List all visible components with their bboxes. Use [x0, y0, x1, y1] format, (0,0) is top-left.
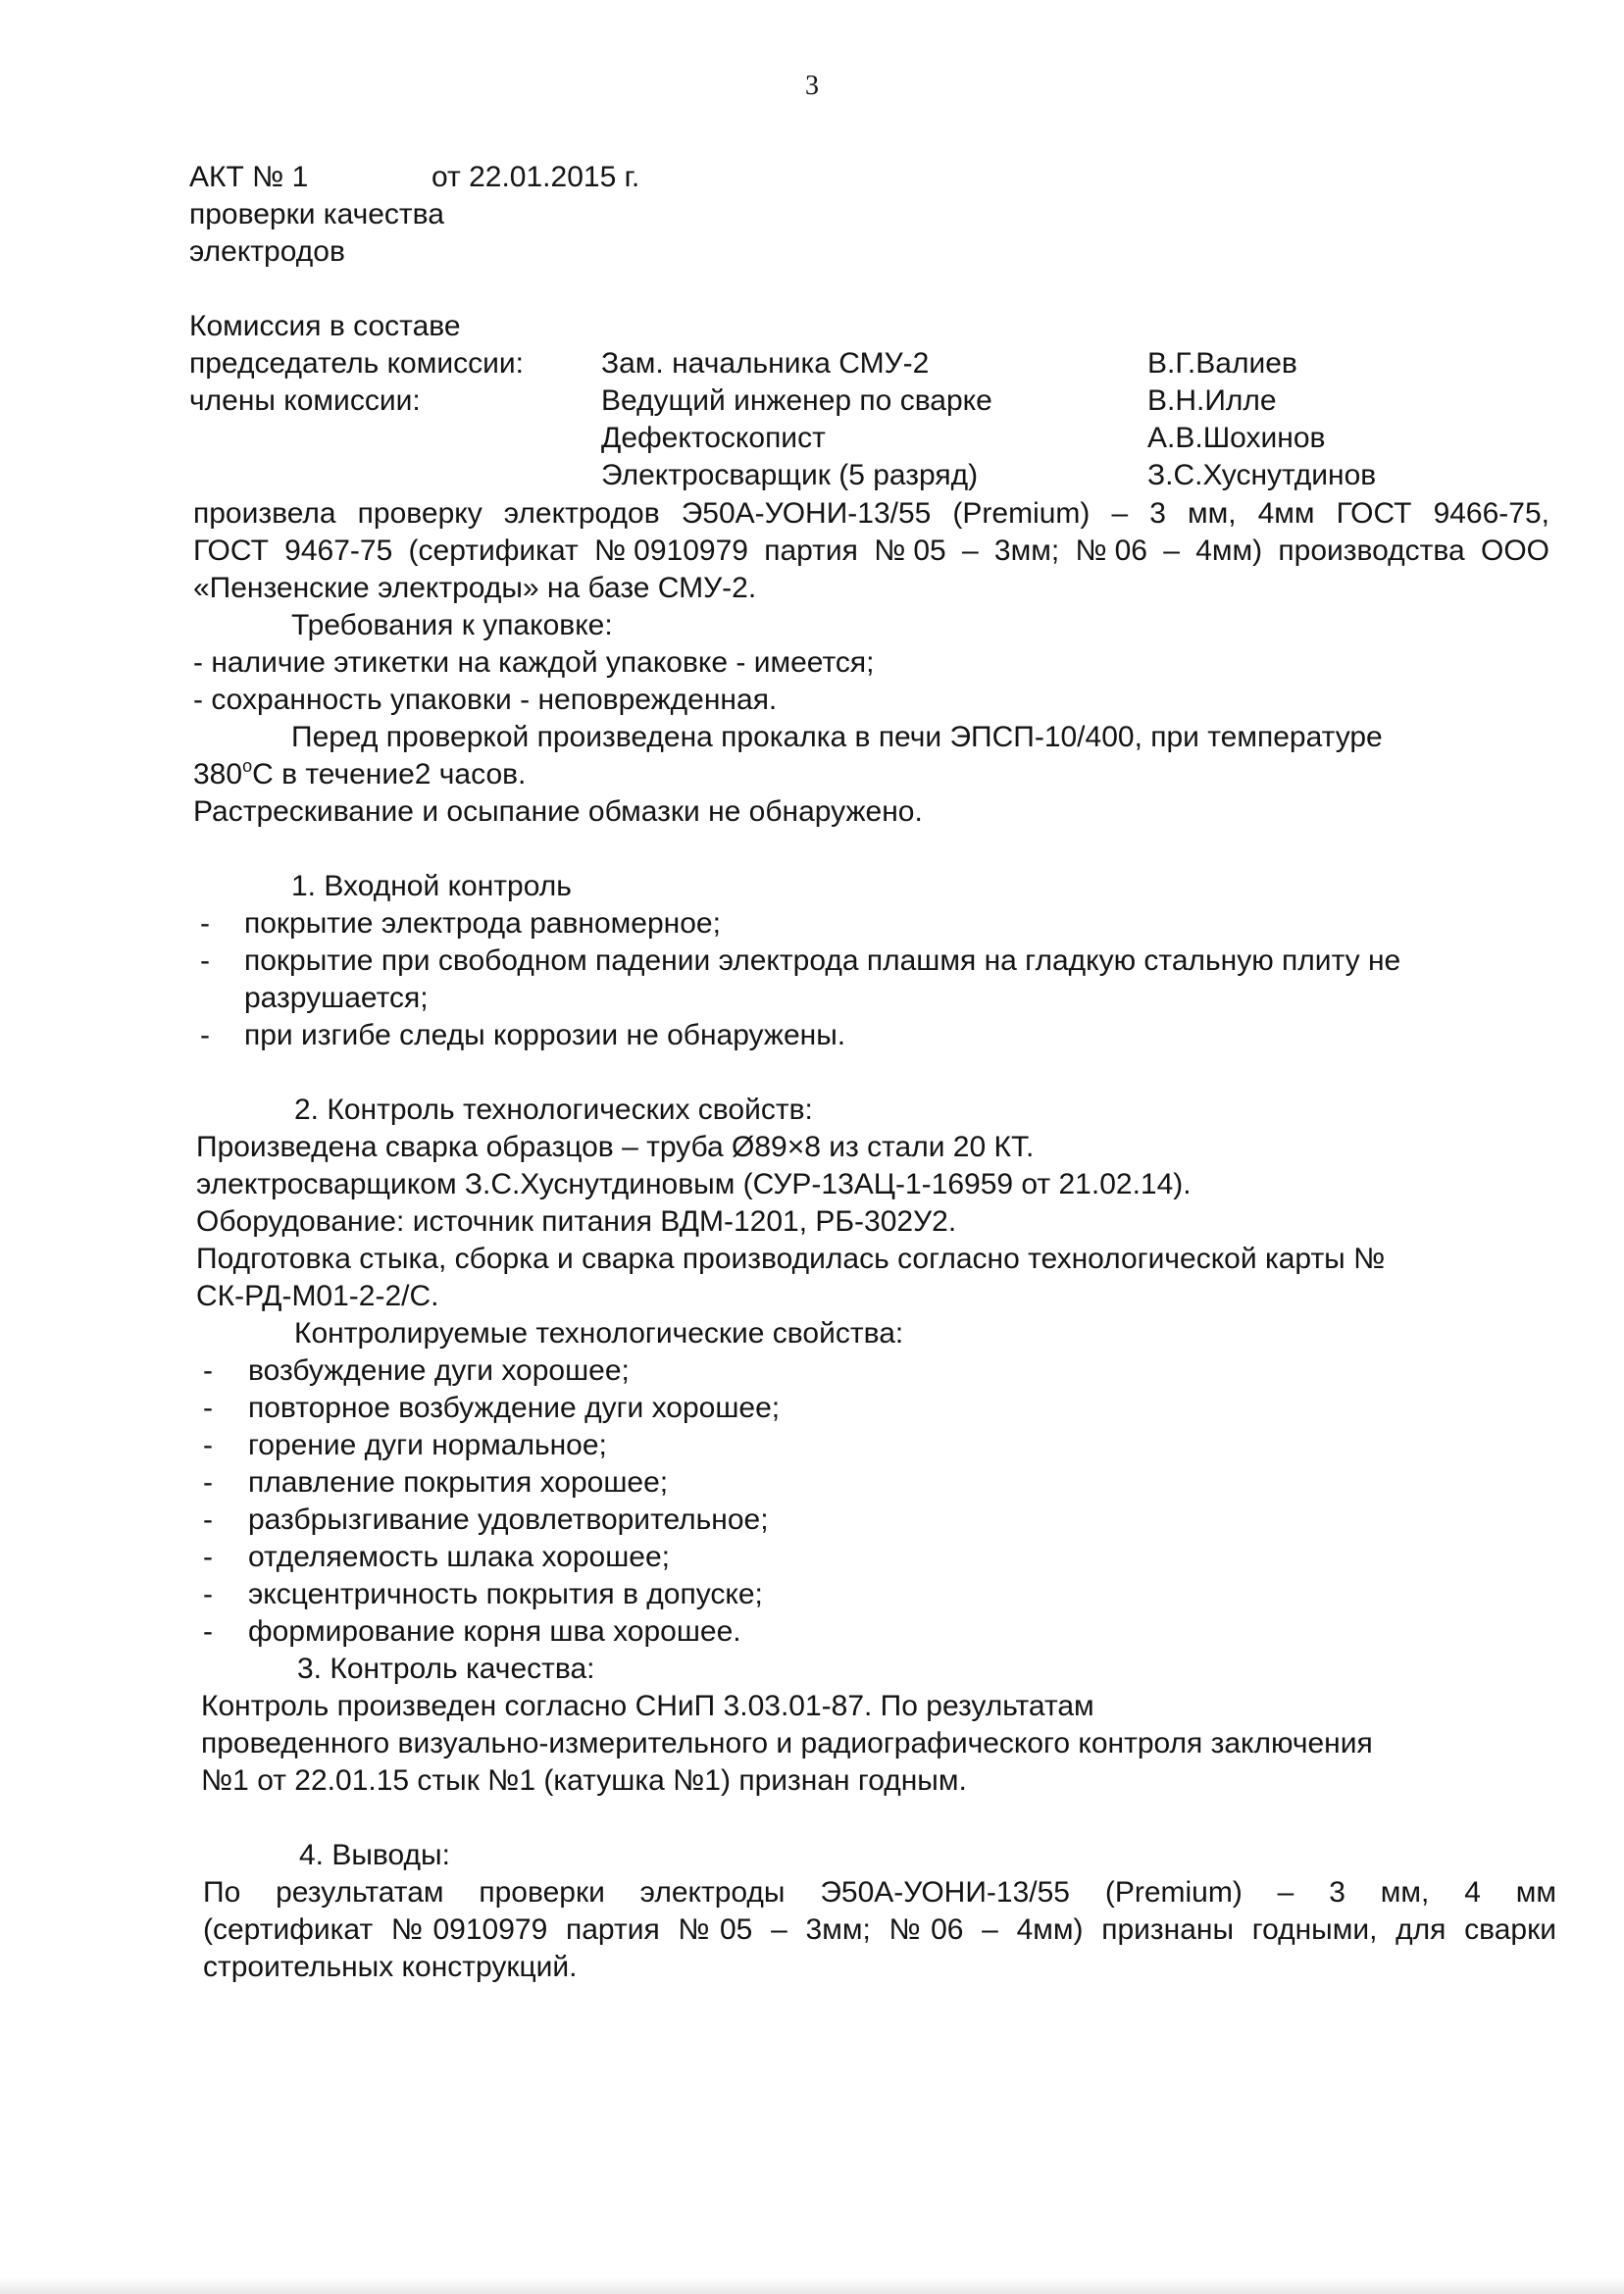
list-dash: -	[203, 1354, 213, 1387]
temperature-duration: С в течение2 часов.	[252, 758, 527, 790]
list-item: покрытие при свободном падении электрода плашмя на гладкую стальную плиту не	[244, 944, 1401, 977]
section-3-line: №1 от 22.01.15 стык №1 (катушка №1) признан годным.	[201, 1764, 967, 1797]
section-3-line: проведенного визуально-измерительного и радиографического контроля заключения	[201, 1727, 1373, 1759]
chair-position: Зам. начальника СМУ-2	[601, 347, 930, 380]
conclusion-line-2: (сертификат №0910979 партия №05 – 3мм; №06 – 4мм) признаны годными, для сварки	[203, 1913, 1556, 1946]
section-1-title: 1. Входной контроль	[291, 870, 572, 902]
act-subtitle-line-2: электродов	[189, 235, 345, 268]
member-position: Ведущий инженер по сварке	[601, 384, 992, 417]
packaging-heading: Требования к упаковке:	[291, 609, 613, 641]
list-dash: -	[203, 1578, 213, 1610]
list-dash: -	[200, 1019, 210, 1051]
section-2-line: Оборудование: источник питания ВДМ-1201, РБ-302У2.	[196, 1205, 957, 1238]
list-item: формирование корня шва хорошее.	[248, 1615, 741, 1648]
list-item: плавление покрытия хорошее;	[248, 1466, 669, 1499]
act-number: АКТ № 1	[189, 161, 309, 193]
member-name: А.В.Шохинов	[1147, 422, 1326, 454]
member-position: Дефектоскопист	[601, 422, 826, 454]
list-item: разрушается;	[244, 982, 429, 1014]
page-bottom-edge	[0, 2277, 1624, 2294]
chair-label: председатель комиссии:	[189, 347, 524, 380]
calcination-line-1: Перед проверкой произведена прокалка в печи ЭПСП-10/400, при температуре	[291, 721, 1383, 753]
conclusion-line-1: По результатам проверки электроды Э50А-УОНИ-13/55 (Premium) – 3 мм, 4 мм	[203, 1876, 1556, 1909]
member-name: В.Н.Илле	[1147, 384, 1277, 417]
section-4-title: 4. Выводы:	[299, 1839, 450, 1871]
list-item: при изгибе следы коррозии не обнаружены.	[244, 1019, 846, 1051]
member-name: З.С.Хуснутдинов	[1147, 459, 1377, 491]
list-item: покрытие электрода равномерное;	[244, 907, 721, 940]
act-subtitle-line-1: проверки качества	[189, 198, 444, 230]
section-3-line: Контроль произведен согласно СНиП 3.03.01-87. По результатам	[201, 1690, 1094, 1722]
section-2-line: Произведена сварка образцов – труба Ø89×8 из стали 20 КТ.	[196, 1131, 1035, 1163]
packaging-item: - наличие этикетки на каждой упаковке - имеется;	[193, 646, 875, 679]
list-dash: -	[203, 1429, 213, 1461]
section-3-title: 3. Контроль качества:	[297, 1653, 595, 1685]
member-position: Электросварщик (5 разряд)	[601, 459, 979, 491]
section-2-line: электросварщиком З.С.Хуснутдиновым (СУР-13АЦ-1-16959 от 21.02.14).	[196, 1168, 1192, 1200]
list-dash: -	[203, 1615, 213, 1648]
temperature-value: 380	[193, 758, 243, 790]
conclusion-line-3: строительных конструкций.	[203, 1951, 578, 1983]
properties-heading: Контролируемые технологические свойства:	[294, 1317, 904, 1350]
intro-line-1: произвела проверку электродов Э50А-УОНИ-13/55 (Premium) – 3 мм, 4мм ГОСТ 9466-75,	[193, 497, 1549, 530]
list-dash: -	[203, 1504, 213, 1536]
list-dash: -	[203, 1392, 213, 1424]
list-dash: -	[203, 1466, 213, 1499]
members-label: члены комиссии:	[189, 384, 421, 417]
intro-line-2: ГОСТ 9467-75 (сертификат №0910979 партия №05 – 3мм; №06 – 4мм) производства ООО	[193, 535, 1549, 567]
list-dash: -	[200, 907, 210, 940]
chair-name: В.Г.Валиев	[1147, 347, 1297, 380]
list-dash: -	[203, 1541, 213, 1573]
act-date: от 22.01.2015 г.	[431, 161, 640, 193]
section-2-line: Подготовка стыка, сборка и сварка производилась согласно технологической карты №	[196, 1243, 1386, 1275]
cracking-note: Растрескивание и осыпание обмазки не обнаружено.	[193, 795, 923, 828]
list-item: возбуждение дуги хорошее;	[248, 1354, 630, 1387]
list-item: разбрызгивание удовлетворительное;	[248, 1504, 769, 1536]
section-2-title: 2. Контроль технологических свойств:	[294, 1094, 813, 1126]
list-dash: -	[200, 944, 210, 977]
list-item: повторное возбуждение дуги хорошее;	[248, 1392, 781, 1424]
page-number: 3	[805, 71, 819, 101]
commission-heading: Комиссия в составе	[189, 310, 461, 342]
list-item: горение дуги нормальное;	[248, 1429, 607, 1461]
intro-line-3: «Пензенские электроды» на базе СМУ-2.	[193, 572, 757, 604]
calcination-line-2	[193, 756, 526, 793]
packaging-item: - сохранность упаковки - неповрежденная.	[193, 684, 778, 716]
degree-mark: о	[242, 756, 253, 776]
list-item: эксцентричность покрытия в допуске;	[248, 1578, 763, 1610]
section-2-line: СК-РД-М01-2-2/С.	[196, 1280, 439, 1312]
list-item: отделяемость шлака хорошее;	[248, 1541, 670, 1573]
